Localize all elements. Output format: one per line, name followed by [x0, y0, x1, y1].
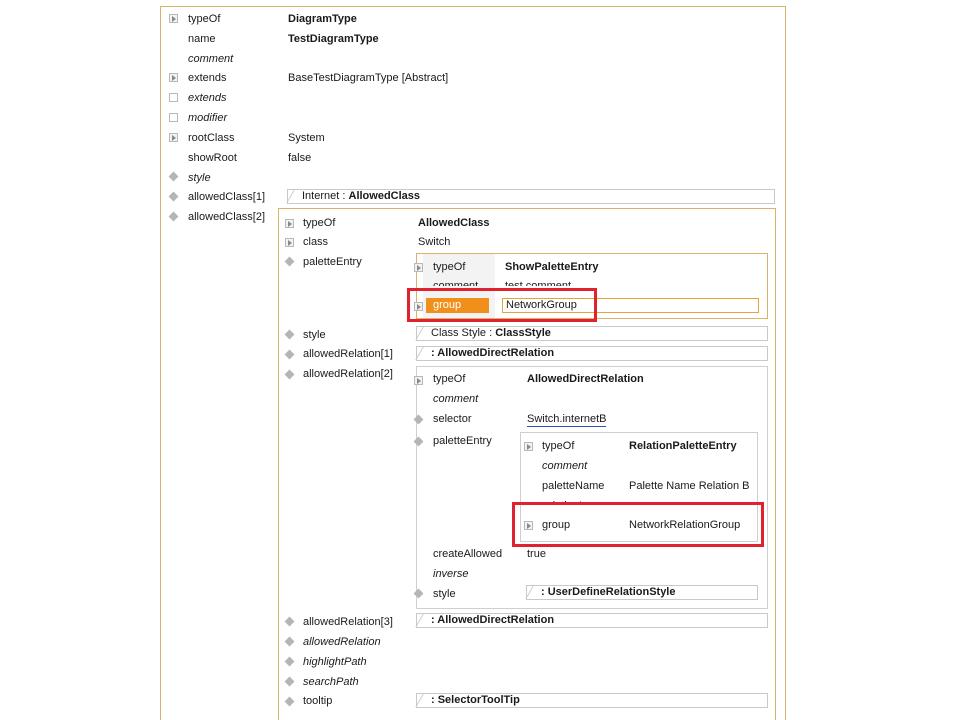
- highlight-box-relation-group: [512, 502, 764, 547]
- root-style-label: style: [188, 172, 211, 184]
- ac-highlightpath-label: highlightPath: [303, 656, 367, 668]
- expand-icon[interactable]: [285, 238, 294, 247]
- rpe-typeof-value: RelationPaletteEntry: [629, 440, 737, 452]
- ar2-inverse-label: inverse: [433, 568, 469, 580]
- pe-group-input[interactable]: NetworkGroup: [502, 298, 759, 313]
- root-showroot-label: showRoot: [188, 152, 237, 164]
- ar2-typeof-value: AllowedDirectRelation: [527, 373, 644, 385]
- allowedclass1-ref[interactable]: [287, 189, 775, 204]
- ar2-selector-label: selector: [433, 413, 472, 425]
- root-typeof-value: DiagramType: [288, 13, 357, 25]
- ar2-createallowed-label: createAllowed: [433, 548, 503, 560]
- relation-style-ref[interactable]: : UserDefineRelationStyle: [526, 585, 758, 600]
- root-comment-label: comment: [188, 53, 234, 65]
- expand-icon[interactable]: [524, 442, 533, 451]
- empty-node-icon: [169, 113, 178, 122]
- ar2-style-label: style: [433, 588, 456, 600]
- expand-icon[interactable]: [169, 73, 178, 82]
- ac-typeof-value: AllowedClass: [418, 217, 490, 229]
- expand-icon[interactable]: [169, 14, 178, 23]
- ac-allowedrelation-label: allowedRelation: [303, 636, 381, 648]
- expand-icon[interactable]: [414, 263, 423, 272]
- pe-typeof-value: ShowPaletteEntry: [505, 261, 599, 273]
- ac-searchpath-label: searchPath: [303, 676, 359, 688]
- class-style-type: ClassStyle: [495, 327, 551, 339]
- rpe-palettename-label: paletteName: [542, 480, 605, 492]
- root-rootclass-label: rootClass: [188, 132, 235, 144]
- rpe-group-value[interactable]: NetworkRelationGroup: [629, 519, 741, 531]
- pe-group-label: group: [426, 298, 489, 313]
- class-style-sep: :: [489, 327, 493, 339]
- allowedclass1-sep: :: [342, 190, 346, 202]
- ac-style-label: style: [303, 329, 326, 341]
- ar2-paletteentry-label: paletteEntry: [433, 435, 492, 447]
- rpe-group-label: group: [542, 519, 571, 531]
- expand-icon[interactable]: [285, 219, 294, 228]
- root-showroot-value[interactable]: false: [288, 152, 312, 164]
- root-allowedclass2-label: allowedClass[2]: [188, 211, 266, 223]
- root-allowedclass1-label: allowedClass[1]: [188, 191, 266, 203]
- ac-class-value[interactable]: Switch: [418, 236, 451, 248]
- ar3-ref[interactable]: : AllowedDirectRelation: [416, 613, 768, 628]
- root-typeof-label: typeOf: [188, 13, 221, 25]
- class-style-ref[interactable]: [416, 326, 768, 341]
- rpe-palettename-value[interactable]: Palette Name Relation B: [629, 480, 750, 492]
- ac-tooltip-label: tooltip: [303, 695, 333, 707]
- ac-class-label: class: [303, 236, 329, 248]
- root-name-label: name: [188, 33, 216, 45]
- ar2-typeof-label: typeOf: [433, 373, 466, 385]
- root-modifier-label: modifier: [188, 112, 228, 124]
- highlight-box-group: [407, 288, 597, 322]
- allowedclass1-name: Internet: [302, 190, 340, 202]
- rpe-comment-label: comment: [542, 460, 588, 472]
- root-extends2-label: extends: [188, 92, 227, 104]
- allowedclass1-type: AllowedClass: [348, 190, 421, 202]
- pe-typeof-label: typeOf: [433, 261, 466, 273]
- ar2-selector-value[interactable]: Switch.internetB: [527, 413, 607, 425]
- ac-ar3-label: allowedRelation[3]: [303, 616, 393, 628]
- ar1-ref[interactable]: : AllowedDirectRelation: [416, 346, 768, 361]
- ac-ar1-label: allowedRelation[1]: [303, 348, 393, 360]
- root-rootclass-value[interactable]: System: [288, 132, 325, 144]
- ar2-comment-label: comment: [433, 393, 479, 405]
- expand-icon[interactable]: [169, 133, 178, 142]
- root-extends-value[interactable]: BaseTestDiagramType [Abstract]: [288, 72, 449, 84]
- ac-paletteentry-label: paletteEntry: [303, 256, 362, 268]
- ac-ar2-label: allowedRelation[2]: [303, 368, 393, 380]
- expand-icon[interactable]: [414, 376, 423, 385]
- class-style-name: Class Style: [431, 327, 487, 339]
- root-extends-label: extends: [188, 72, 227, 84]
- tooltip-ref[interactable]: : SelectorToolTip: [416, 693, 768, 708]
- root-name-value[interactable]: TestDiagramType: [288, 33, 379, 45]
- ar2-createallowed-value[interactable]: true: [527, 548, 546, 560]
- empty-node-icon: [169, 93, 178, 102]
- ac-typeof-label: typeOf: [303, 217, 336, 229]
- rpe-typeof-label: typeOf: [542, 440, 575, 452]
